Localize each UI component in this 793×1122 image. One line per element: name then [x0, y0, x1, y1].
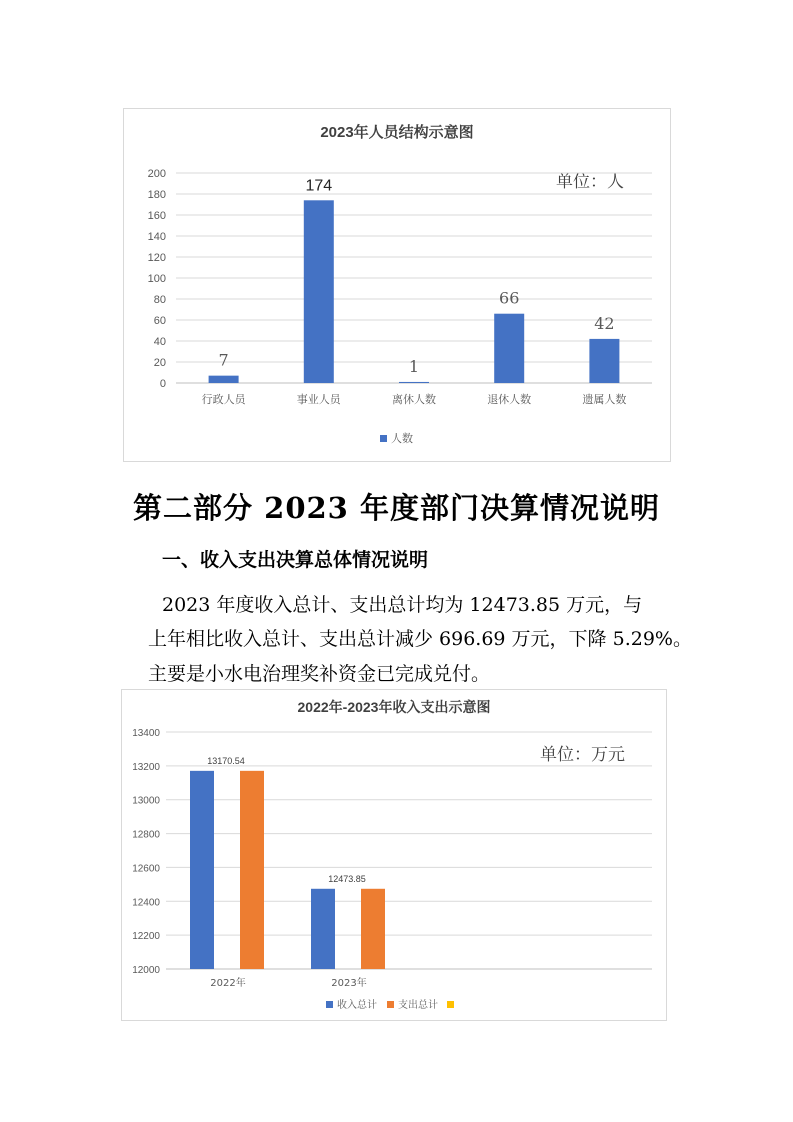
- bar: [399, 382, 429, 383]
- y-tick-label: 20: [153, 357, 166, 369]
- data-label: 42: [594, 313, 615, 333]
- bar: [589, 339, 619, 383]
- personnel-chart: [123, 108, 671, 462]
- data-label: 174: [305, 177, 333, 195]
- y-tick-label: 40: [153, 336, 166, 348]
- bar: [190, 771, 214, 969]
- y-tick-label: 12000: [132, 965, 160, 976]
- y-tick-label: 80: [153, 294, 166, 306]
- y-tick-label: 200: [147, 168, 166, 180]
- x-tick-label: 遗属人数: [582, 393, 627, 406]
- y-tick-label: 120: [147, 252, 166, 264]
- bar: [494, 314, 524, 383]
- subheading: 一、收入支出决算总体情况说明: [162, 549, 429, 571]
- paragraph-line-3: 主要是小水电治理奖补资金已完成兑付。: [148, 663, 491, 685]
- unit-label: 单位：人: [556, 172, 624, 192]
- data-label: 66: [499, 288, 520, 308]
- bar: [361, 889, 385, 969]
- section-title: 第二部分 2023 年度部门决算情况说明: [133, 491, 660, 525]
- x-tick-label: 2022年: [210, 978, 246, 989]
- personnel-chart-svg: [124, 109, 670, 461]
- legend-swatch: [447, 1001, 454, 1008]
- y-tick-label: 140: [147, 231, 166, 243]
- x-tick-label: 事业人员: [296, 393, 341, 406]
- y-tick-label: 12800: [132, 829, 160, 841]
- y-tick-label: 13400: [132, 728, 160, 739]
- x-tick-label: 2023年: [331, 978, 367, 989]
- data-label: 12473.85: [328, 873, 366, 884]
- legend-label: 人数: [391, 432, 413, 445]
- y-tick-label: 60: [153, 315, 166, 327]
- x-tick-label: 行政人员: [201, 393, 246, 406]
- data-label: 13170.54: [207, 755, 245, 766]
- y-tick-label: 180: [147, 189, 166, 201]
- legend-swatch: [380, 435, 387, 442]
- y-tick-label: 13000: [132, 795, 160, 807]
- x-tick-label: 离休人数: [392, 393, 436, 406]
- bar: [209, 376, 239, 383]
- x-tick-label: 退休人数: [487, 393, 532, 406]
- legend-label: 支出总计: [398, 1000, 438, 1011]
- chart-title: 2023年人员结构示意图: [320, 124, 474, 141]
- y-tick-label: 0: [159, 378, 166, 390]
- income-expense-chart-svg: [122, 690, 666, 1020]
- paragraph-line-2: 上年相比收入总计、支出总计减少 696.69 万元，下降 5.29%。: [148, 628, 692, 650]
- data-label: 7: [218, 350, 229, 370]
- y-tick-label: 12400: [132, 897, 160, 909]
- chart-title: 2022年-2023年收入支出示意图: [297, 699, 491, 715]
- bar: [304, 200, 334, 383]
- bar: [311, 889, 335, 969]
- legend-swatch: [387, 1001, 394, 1008]
- y-tick-label: 13200: [132, 761, 160, 773]
- paragraph-line-1: 2023 年度收入总计、支出总计均为 12473.85 万元，与: [162, 594, 643, 616]
- y-tick-label: 12600: [132, 863, 160, 875]
- data-label: 1: [408, 356, 420, 376]
- income-expense-chart: [121, 689, 667, 1021]
- legend-label: 收入总计: [337, 1000, 377, 1011]
- legend-swatch: [326, 1001, 333, 1008]
- y-tick-label: 12200: [132, 931, 160, 943]
- y-tick-label: 160: [147, 210, 166, 222]
- unit-label: 单位：万元: [540, 745, 625, 765]
- y-tick-label: 100: [147, 273, 166, 285]
- bar: [240, 771, 264, 969]
